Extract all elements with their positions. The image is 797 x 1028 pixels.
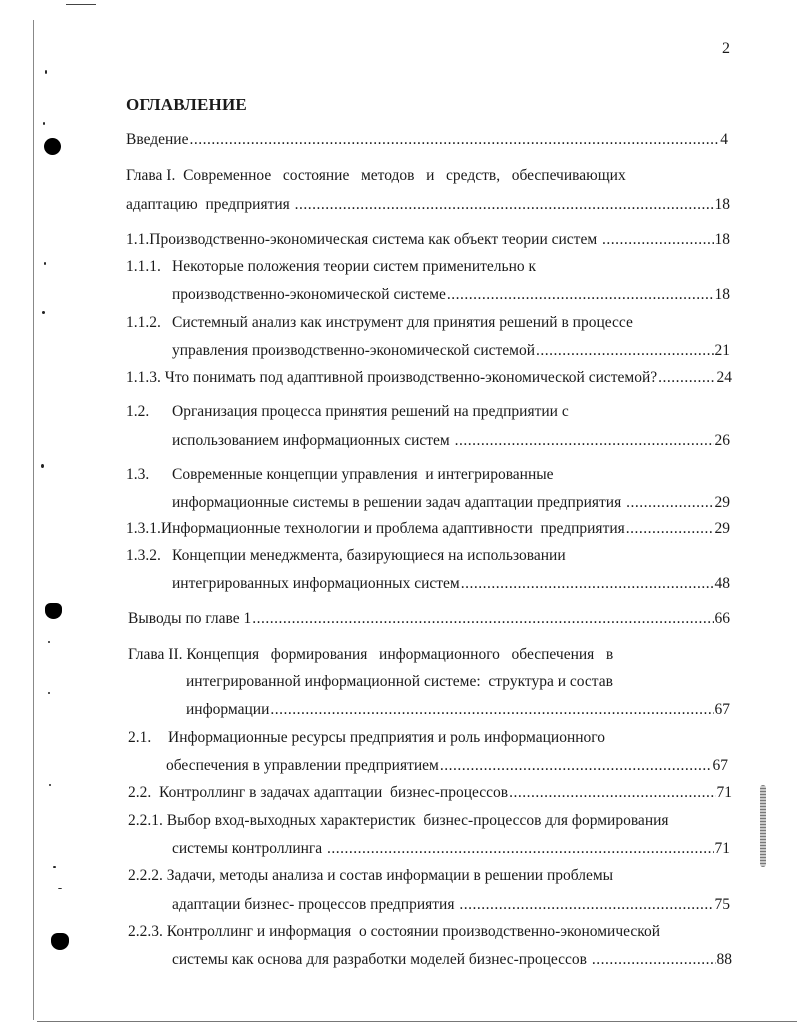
toc-entry-title: управления производственно-экономической системой xyxy=(172,342,536,359)
toc-entry-chapter-2-cont xyxy=(186,673,613,691)
scan-speck xyxy=(48,641,50,643)
scan-speck xyxy=(41,464,44,468)
scan-staple-shadow xyxy=(760,785,766,867)
toc-entry-title: использованием информационных систем xyxy=(172,432,454,449)
toc-entry-title: информации xyxy=(186,701,270,718)
toc-entry-number: 1.3.2. xyxy=(126,547,161,564)
toc-entry-page: 18 xyxy=(714,286,730,303)
toc-entry-title: Введение xyxy=(126,131,189,148)
toc-heading: ОГЛАВЛЕНИЕ xyxy=(126,95,247,114)
toc-entry-page: 88 xyxy=(716,951,732,968)
toc-entry-title: Глава I. Современное состояние методов и средств, обеспечивающих xyxy=(126,167,626,184)
toc-entry-1-3-2 xyxy=(126,547,730,565)
toc-entry-title: Системный анализ как инструмент для принятия решений в процессе xyxy=(172,314,633,331)
toc-entry-title: информационные системы в решении задач адаптации предприятия xyxy=(172,494,626,511)
toc-entry-title: Современные концепции управления и интегрированные xyxy=(172,466,554,483)
leader-dots xyxy=(658,369,715,387)
toc-entry-chapter-2-cont2 xyxy=(186,701,730,719)
toc-entry-2-2-3-cont xyxy=(172,951,732,969)
toc-entry-page: 67 xyxy=(714,701,730,718)
page-number: 2 xyxy=(722,40,730,57)
toc-entry-number: 1.1. xyxy=(126,231,150,248)
toc-entry-page: 29 xyxy=(714,520,730,537)
leader-dots xyxy=(626,494,713,512)
scan-speck xyxy=(42,311,45,314)
toc-entry-2-2-3 xyxy=(128,923,732,941)
toc-entry-2-2 xyxy=(128,784,732,802)
toc-entry-page: 24 xyxy=(716,369,732,386)
toc-entry-page: 71 xyxy=(716,784,732,801)
scan-speck xyxy=(49,784,51,786)
toc-entry-title: Производственно-экономическая система как объект теории систем xyxy=(149,231,602,248)
toc-entry-title: Концепция формирования информационного обеспечения в xyxy=(186,646,614,663)
toc-entry-number: 2.2.3. xyxy=(128,923,163,940)
scan-speck xyxy=(58,888,62,889)
scan-speck xyxy=(48,692,50,694)
toc-entry-title: адаптации бизнес- процессов предприятия xyxy=(172,896,459,913)
toc-entry-number: 1.1.1. xyxy=(126,258,161,275)
toc-entry-page: 48 xyxy=(714,575,730,592)
toc-entry-1-2-cont xyxy=(172,432,730,450)
toc-entry-1-1-1-cont xyxy=(172,286,730,304)
scan-artifact-dash xyxy=(66,4,96,5)
toc-entry-number: 2.2.1. xyxy=(128,812,163,829)
scan-speck xyxy=(43,122,45,125)
toc-entry-title: Некоторые положения теории систем применительно к xyxy=(172,258,537,275)
toc-entry-title: системы контроллинга xyxy=(172,840,327,857)
toc-entry-title: Задачи, методы анализа и состав информации в решении проблемы xyxy=(166,867,614,884)
leader-dots xyxy=(509,784,715,802)
toc-entry-1-1-3 xyxy=(126,369,732,387)
toc-entry-title: интегрированной информационной системе: структура и состав xyxy=(186,673,613,690)
toc-entry-title: интегрированных информационных систем xyxy=(172,575,460,592)
toc-entry-2-1 xyxy=(128,729,730,747)
toc-entry-1-1-1 xyxy=(126,258,730,276)
toc-entry-introduction xyxy=(126,131,728,149)
toc-entry-title: Контроллинг и информация о состоянии производственно-экономической xyxy=(166,923,661,940)
scan-speck xyxy=(44,262,46,265)
leader-dots xyxy=(459,896,713,914)
toc-entry-page: 26 xyxy=(714,432,730,449)
toc-entry-number: 1.3. xyxy=(126,466,150,483)
leader-dots xyxy=(189,131,719,149)
toc-entry-1-2 xyxy=(126,403,730,421)
toc-entry-2-2-2-cont xyxy=(172,896,730,914)
toc-entry-number: Глава II. xyxy=(128,646,183,663)
toc-entry-chapter-1-cont xyxy=(126,196,730,214)
toc-entry-title: Выбор вход-выходных характеристик бизнес-процессов для формирования xyxy=(166,812,669,829)
toc-entry-chapter-1 xyxy=(126,167,666,185)
toc-entry-number: 1.1.2. xyxy=(126,314,161,331)
toc-entry-title: системы как основа для разработки моделей бизнес-процессов xyxy=(172,951,591,968)
toc-entry-1-3-cont xyxy=(172,494,730,512)
scan-speck xyxy=(53,866,56,868)
toc-entry-page: 4 xyxy=(720,131,728,148)
toc-entry-title: Концепции менеджмента, базирующиеся на использовании xyxy=(172,547,566,564)
leader-dots xyxy=(327,840,713,858)
punch-hole-mark xyxy=(45,603,62,619)
punch-hole-mark xyxy=(51,933,69,950)
toc-entry-number: 2.2.2. xyxy=(128,867,163,884)
toc-entry-number: 1.1.3. xyxy=(126,369,161,386)
toc-entry-title: Выводы по главе 1 xyxy=(128,610,252,627)
toc-entry-page: 18 xyxy=(714,231,730,248)
toc-entry-page: 75 xyxy=(714,896,730,913)
toc-entry-1-3-2-cont xyxy=(172,575,730,593)
leader-dots xyxy=(592,951,716,969)
toc-entry-title: адаптацию предприятия xyxy=(126,196,294,213)
toc-entry-page: 66 xyxy=(714,610,730,627)
toc-entry-title: Организация процесса принятия решений на предприятии с xyxy=(172,403,569,420)
toc-entry-1-1 xyxy=(126,231,730,249)
toc-entry-number: 2.2. xyxy=(128,784,152,801)
toc-entry-page: 29 xyxy=(714,494,730,511)
toc-entry-1-1-2 xyxy=(126,314,730,332)
toc-entry-chapter-2 xyxy=(128,646,638,664)
toc-entry-number: 1.3.1. xyxy=(126,520,161,537)
toc-entry-page: 67 xyxy=(712,757,728,774)
leader-dots xyxy=(447,286,714,304)
toc-entry-page: 21 xyxy=(714,342,730,359)
leader-dots xyxy=(252,610,713,628)
toc-entry-number: 2.1. xyxy=(128,729,152,746)
toc-entry-2-2-2 xyxy=(128,867,732,885)
toc-entry-title: Контроллинг в задачах адаптации бизнес-процессов xyxy=(159,784,509,801)
leader-dots xyxy=(270,701,713,719)
toc-entry-title: Информационные ресурсы предприятия и роль информационного xyxy=(168,729,606,746)
leader-dots xyxy=(461,575,714,593)
toc-entry-page: 71 xyxy=(714,840,730,857)
toc-entry-1-3-1 xyxy=(126,520,730,538)
leader-dots xyxy=(455,432,714,450)
scan-speck xyxy=(45,70,47,74)
toc-entry-title: обеспечения в управлении предприятием xyxy=(166,757,439,774)
toc-entry-1-1-2-cont xyxy=(172,342,730,360)
leader-dots xyxy=(536,342,713,360)
toc-entry-2-2-1 xyxy=(128,812,732,830)
toc-entry-2-1-cont xyxy=(166,757,728,775)
toc-entry-conclusions-1 xyxy=(128,610,730,628)
scan-bottom-edge xyxy=(37,1021,797,1022)
toc-entry-title: Что понимать под адаптивной производственно-экономической системой? xyxy=(164,369,658,386)
toc-entry-title: Информационные технологии и проблема адаптивности предприятия xyxy=(160,520,625,537)
leader-dots xyxy=(602,231,713,249)
punch-hole-mark xyxy=(44,138,61,155)
toc-entry-page: 18 xyxy=(714,196,730,213)
toc-entry-title: производственно-экономической системе xyxy=(172,286,446,303)
toc-entry-1-3 xyxy=(126,466,730,484)
scan-margin-line xyxy=(33,20,34,1020)
leader-dots xyxy=(626,520,714,538)
leader-dots xyxy=(440,757,712,775)
toc-entry-2-2-1-cont xyxy=(172,840,730,858)
toc-entry-number: 1.2. xyxy=(126,403,150,420)
leader-dots xyxy=(295,196,714,214)
